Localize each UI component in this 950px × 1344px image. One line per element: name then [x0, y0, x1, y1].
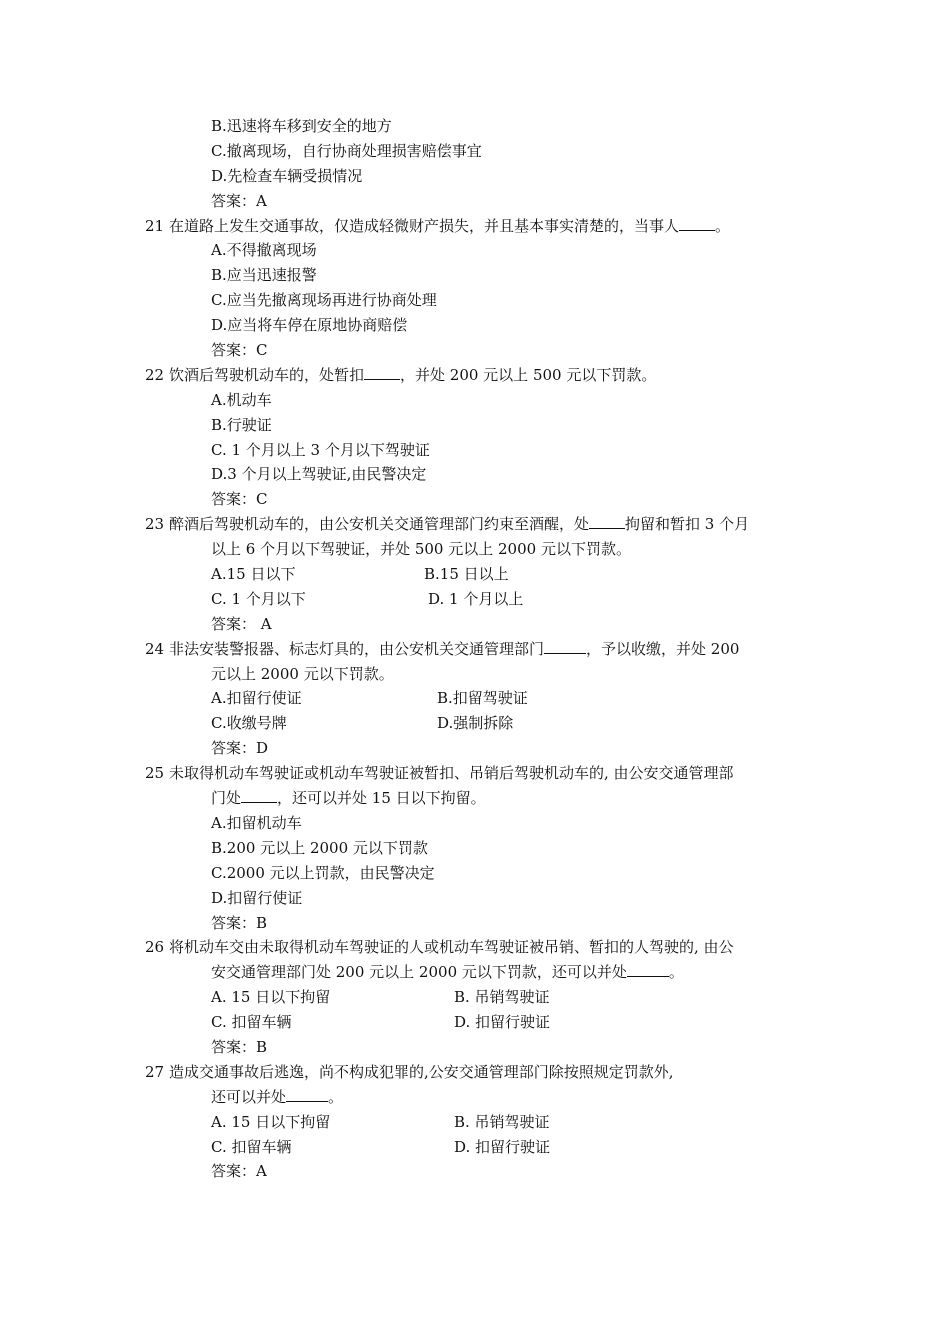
question-text: 未取得机动车驾驶证或机动车驾驶证被暂扣、吊销后驾驶机动车的, 由公安交通管理部 — [169, 764, 734, 783]
option-row — [0, 711, 950, 736]
answer-blank — [589, 512, 625, 529]
option: B.应当迅速报警 — [211, 266, 317, 285]
question-continuation — [0, 1085, 950, 1110]
exam-page — [0, 114, 950, 1184]
option-row — [0, 587, 950, 612]
question-number: 24 — [145, 639, 165, 658]
continuation-text: 还可以并处 — [211, 1087, 287, 1106]
question-continuation: 以上 6 个月以下驾驶证，并处 500 元以上 2000 元以下罚款。 — [211, 540, 631, 559]
option: C. 扣留车辆 — [211, 1013, 292, 1032]
option: B. 吊销驾驶证 — [454, 988, 550, 1007]
option: A. 15 日以下拘留 — [211, 988, 331, 1007]
option: D.3 个月以上驾驶证,由民警决定 — [211, 465, 427, 484]
option: A.扣留行使证 — [211, 689, 302, 708]
question-number: 27 — [145, 1062, 165, 1081]
option: C. 1 个月以上 3 个月以下驾驶证 — [211, 440, 430, 459]
question-number: 23 — [145, 515, 165, 534]
option: D.应当将车停在原地协商赔偿 — [211, 316, 408, 335]
continuation-text: 门处 — [211, 789, 242, 808]
answer-blank — [679, 214, 715, 231]
option: D. 扣留行驶证 — [454, 1013, 551, 1032]
option-row — [0, 562, 950, 587]
question-text: 醉酒后驾驶机动车的，由公安机关交通管理部门约束至酒醒，处 — [169, 515, 590, 534]
question-text: 非法安装警报器、标志灯具的，由公安机关交通管理部门 — [169, 639, 545, 658]
continuation-text: 安交通管理部门处 200 元以上 2000 元以下罚款，还可以并处 — [211, 963, 627, 982]
option: C.2000 元以上罚款，由民警决定 — [211, 863, 435, 882]
continuation-text-end: ，还可以并处 15 日以下拘留。 — [277, 789, 486, 808]
question-text: 饮酒后驾驶机动车的，处暂扣 — [169, 365, 365, 384]
question-text-end: ，并处 200 元以上 500 元以下罚款。 — [400, 365, 657, 384]
option: A.15 日以下 — [211, 565, 296, 584]
continuation-text-end: 。 — [668, 963, 684, 982]
question-text: 造成交通事故后逃逸，尚不构成犯罪的,公安交通管理部门除按照规定罚款外, — [169, 1062, 674, 1081]
question-25 — [0, 761, 950, 786]
option-row — [0, 985, 950, 1010]
question-continuation — [0, 786, 950, 811]
option: B.扣留驾驶证 — [437, 689, 528, 708]
option: D.扣留行使证 — [211, 888, 303, 907]
answer-blank — [627, 960, 669, 977]
option: D. 扣留行驶证 — [454, 1137, 551, 1156]
answer: 答案：B — [211, 1037, 268, 1056]
question-continuation: 元以上 2000 元以下罚款。 — [211, 664, 394, 683]
option: D.强制拆除 — [437, 714, 514, 733]
option: B.200 元以上 2000 元以下罚款 — [211, 838, 428, 857]
continuation-text-end: 。 — [328, 1087, 344, 1106]
question-number: 22 — [145, 365, 165, 384]
answer-blank — [286, 1085, 328, 1102]
option-row — [0, 686, 950, 711]
answer: 答案：C — [211, 490, 268, 509]
answer: 答案：A — [211, 191, 267, 210]
question-text-end: 拘留和暂扣 3 个月 — [625, 515, 750, 534]
question-number: 25 — [145, 764, 165, 783]
option: B.15 日以上 — [424, 565, 509, 584]
question-text: 在道路上发生交通事故，仅造成轻微财产损失，并且基本事实清楚的，当事人 — [169, 216, 680, 235]
question-number: 21 — [145, 216, 165, 235]
option: C.应当先撤离现场再进行协商处理 — [211, 291, 437, 310]
option: A.机动车 — [211, 390, 272, 409]
option-row — [0, 1010, 950, 1035]
option: C.收缴号牌 — [211, 714, 287, 733]
answer: 答案：A — [211, 1162, 267, 1181]
option: B.行驶证 — [211, 415, 272, 434]
answer-blank — [364, 363, 400, 380]
option-row — [0, 1110, 950, 1135]
question-text-end: 。 — [715, 216, 731, 235]
option: D.先检查车辆受损情况 — [211, 166, 363, 185]
option-row — [0, 1135, 950, 1160]
question-23 — [0, 512, 950, 537]
option: A.扣留机动车 — [211, 813, 302, 832]
answer-blank — [544, 637, 586, 654]
option: C.撤离现场，自行协商处理损害赔偿事宜 — [211, 141, 482, 160]
question-22 — [0, 363, 950, 388]
option: C. 扣留车辆 — [211, 1137, 292, 1156]
question-text: 将机动车交由未取得机动车驾驶证的人或机动车驾驶证被吊销、暂扣的人驾驶的, 由公 — [169, 938, 734, 957]
answer: 答案：C — [211, 341, 268, 360]
option: D. 1 个月以上 — [428, 589, 524, 608]
option: B.迅速将车移到安全的地方 — [211, 117, 392, 135]
question-24 — [0, 637, 950, 662]
option: C. 1 个月以下 — [211, 589, 306, 608]
answer-blank — [241, 786, 277, 803]
answer: 答案：D — [211, 739, 269, 758]
answer: 答案： A — [211, 614, 272, 633]
answer: 答案：B — [211, 913, 268, 932]
question-number: 26 — [145, 938, 165, 957]
option: A.不得撤离现场 — [211, 241, 317, 260]
question-27 — [0, 1060, 950, 1085]
option: B. 吊销驾驶证 — [454, 1112, 550, 1131]
question-text-end: ，予以收缴，并处 200 — [586, 639, 740, 658]
question-21 — [0, 214, 950, 239]
question-26 — [0, 935, 950, 960]
option: A. 15 日以下拘留 — [211, 1112, 331, 1131]
question-continuation — [0, 960, 950, 985]
